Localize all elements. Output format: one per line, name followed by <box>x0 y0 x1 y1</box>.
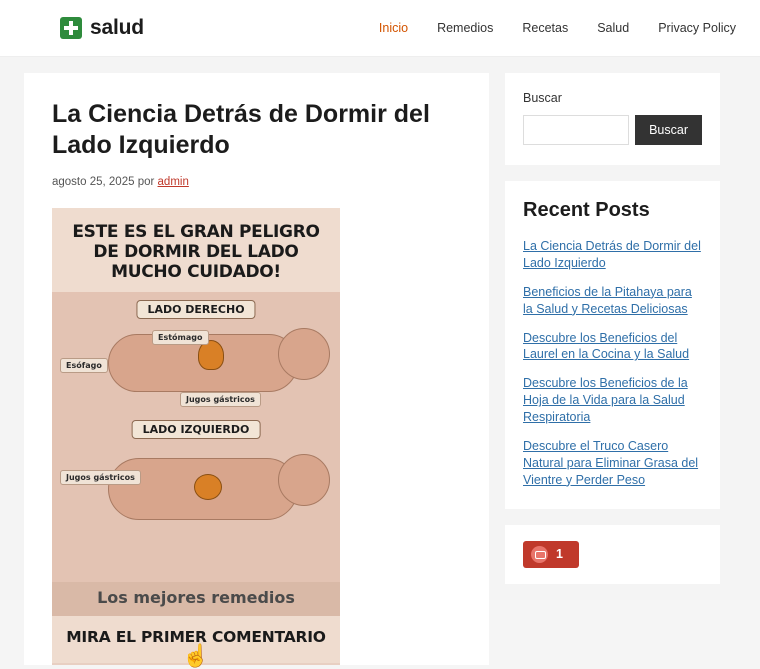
recent-post-link-2[interactable]: Beneficios de la Pitahaya para la Salud y Recetas Deliciosas <box>523 284 692 316</box>
infographic-cta-text: MIRA EL PRIMER COMENTARIO <box>66 627 326 646</box>
stomach-organ-left <box>194 474 222 500</box>
list-item <box>523 375 702 426</box>
search-submit-button[interactable]: Buscar <box>635 115 702 145</box>
article-column <box>24 73 489 668</box>
nav-item-recetas[interactable]: Recetas <box>522 21 569 35</box>
page-title: La Ciencia Detrás de Dormir del Lado Izquierdo <box>52 100 430 160</box>
head-left <box>278 454 330 506</box>
entry-author-link[interactable]: admin <box>157 175 189 188</box>
infographic-illustration <box>52 292 340 582</box>
infographic-cta <box>52 616 340 668</box>
search-input[interactable] <box>523 115 629 145</box>
recent-posts-list <box>523 238 702 489</box>
label-jugos-gastricos-left: Jugos gástricos <box>60 470 141 485</box>
green-cross-icon <box>60 17 82 39</box>
infographic-band-left: LADO IZQUIERDO <box>132 420 261 439</box>
site-header <box>0 0 760 57</box>
search-widget-label: Buscar <box>523 91 562 105</box>
infographic-headline <box>52 208 340 292</box>
infographic-headline-line-3: MUCHO CUIDADO! <box>111 261 281 282</box>
pointing-hand-icon: ☝ <box>182 642 210 668</box>
nav-item-privacy-policy[interactable]: Privacy Policy <box>658 21 736 35</box>
recent-posts-widget <box>505 181 720 509</box>
infographic-footer <box>52 582 340 616</box>
list-item <box>523 438 702 489</box>
label-jugos-gastricos-right: Jugos gástricos <box>180 392 261 407</box>
recent-post-link-4[interactable]: Descubre los Beneficios de la Hoja de la Vida para la Salud Respiratoria <box>523 376 688 424</box>
site-title: salud <box>90 16 144 39</box>
nav-item-salud[interactable]: Salud <box>597 21 630 35</box>
infographic-band-right: LADO DERECHO <box>136 300 255 319</box>
label-esofago: Esófago <box>60 358 108 373</box>
head-right <box>278 328 330 380</box>
nav-item-inicio[interactable]: Inicio <box>378 21 409 35</box>
content-area <box>0 57 760 668</box>
comment-badge-widget <box>505 525 720 584</box>
sidebar <box>505 73 720 665</box>
comment-count: 1 <box>556 547 563 561</box>
recent-posts-title: Recent Posts <box>523 199 650 221</box>
article-infographic <box>52 208 340 668</box>
entry-by-label: por <box>137 175 155 188</box>
site-branding[interactable] <box>60 16 144 40</box>
recent-post-link-3[interactable]: Descubre los Beneficios del Laurel en la Cocina y la Salud <box>523 330 690 362</box>
status-badge[interactable] <box>523 541 579 568</box>
primary-navigation <box>379 21 736 35</box>
list-item <box>523 330 702 364</box>
infographic-headline-line-1: ESTE ES EL GRAN PELIGRO <box>72 221 320 242</box>
search-widget <box>505 73 720 165</box>
entry-date: agosto 25, 2025 <box>52 175 135 188</box>
entry-meta <box>52 176 461 188</box>
infographic-headline-line-2: DE DORMIR DEL LADO <box>93 241 299 262</box>
comment-icon <box>531 546 548 563</box>
search-form <box>523 115 702 145</box>
recent-post-link-1[interactable]: La Ciencia Detrás de Dormir del Lado Izquierdo <box>523 239 701 270</box>
label-estomago: Estómago <box>152 330 209 345</box>
recent-post-link-5[interactable]: Descubre el Truco Casero Natural para Eliminar Grasa del Vientre y Perder Peso <box>523 438 699 487</box>
list-item <box>523 284 702 318</box>
infographic-footer-text: Los mejores remedios <box>97 587 295 607</box>
list-item <box>523 238 702 272</box>
nav-item-remedios[interactable]: Remedios <box>437 21 494 35</box>
